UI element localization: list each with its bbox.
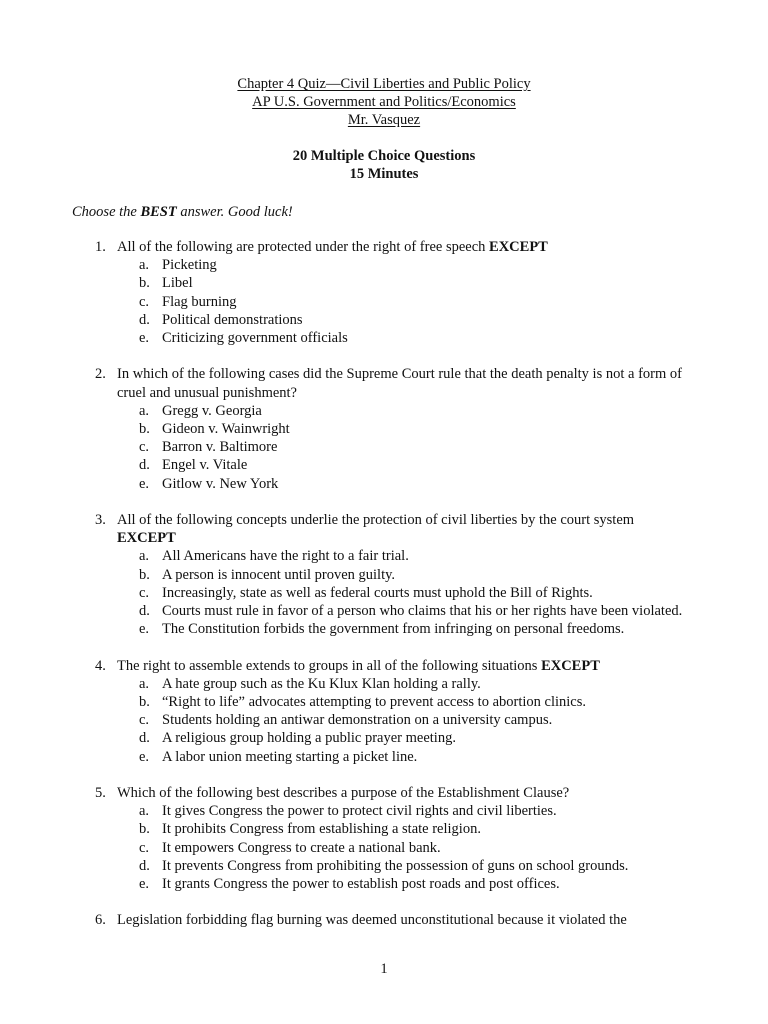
answer-option xyxy=(139,875,692,893)
answer-option xyxy=(139,547,692,565)
answer-option xyxy=(139,839,692,857)
question-prompt: All of the following concepts underlie the protection of civil liberties by the court system xyxy=(117,512,635,529)
answer-option xyxy=(139,420,692,438)
option-text: Students holding an antiwar demonstration on a university campus. xyxy=(162,712,553,729)
option-letter: c. xyxy=(139,712,150,729)
question-prompt: The right to assemble extends to groups in all of the following situations xyxy=(117,657,542,674)
answer-option xyxy=(139,475,692,493)
option-text: It gives Congress the power to protect civil rights and civil liberties. xyxy=(162,803,557,820)
option-letter: b. xyxy=(139,694,150,711)
answer-option xyxy=(139,729,692,747)
question-text xyxy=(117,238,692,256)
question-number: 3. xyxy=(95,512,106,529)
option-letter: b. xyxy=(139,821,150,838)
instructions-after: answer. Good luck! xyxy=(176,204,293,220)
question-item xyxy=(0,238,768,347)
question-item xyxy=(0,784,768,893)
question-number: 6. xyxy=(95,912,106,929)
option-text: A religious group holding a public prayer meeting. xyxy=(162,730,456,747)
question-emphasis: EXCEPT xyxy=(117,530,176,547)
instructions-emphasis: BEST xyxy=(140,204,177,220)
option-letter: b. xyxy=(139,421,150,438)
option-letter: d. xyxy=(139,730,150,747)
answer-option xyxy=(139,602,692,620)
quiz-title: Chapter 4 Quiz—Civil Liberties and Public Policy xyxy=(237,76,531,92)
question-number: 2. xyxy=(95,366,106,383)
question-emphasis: EXCEPT xyxy=(489,239,548,255)
option-text: It prevents Congress from prohibiting the possession of guns on school grounds. xyxy=(162,857,629,874)
answer-option xyxy=(139,748,692,766)
question-list xyxy=(0,238,768,948)
answer-options xyxy=(0,402,768,493)
answer-option xyxy=(139,293,692,311)
answer-option xyxy=(139,456,692,474)
course-name: AP U.S. Government and Politics/Economics xyxy=(252,94,516,111)
answer-option xyxy=(139,711,692,729)
answer-option xyxy=(139,402,692,420)
option-text: Increasingly, state as well as federal courts must uphold the Bill of Rights. xyxy=(162,584,593,601)
option-letter: e. xyxy=(139,621,150,638)
option-letter: a. xyxy=(139,257,150,274)
option-letter: a. xyxy=(139,548,150,565)
option-text: The Constitution forbids the government from infringing on personal freedoms. xyxy=(162,621,625,638)
question-prompt: In which of the following cases did the Supreme Court rule that the death penalty is not a form of cruel and unusual punishment? xyxy=(117,366,682,401)
quiz-summary xyxy=(0,147,768,183)
answer-option xyxy=(139,693,692,711)
answer-option xyxy=(139,857,692,875)
question-prompt: Which of the following best describes a purpose of the Establishment Clause? xyxy=(117,785,570,802)
answer-options xyxy=(0,256,768,347)
question-count: 20 Multiple Choice Questions xyxy=(292,148,476,164)
option-text: “Right to life” advocates attempting to prevent access to abortion clinics. xyxy=(162,694,586,711)
option-text: Engel v. Vitale xyxy=(162,457,248,474)
question-emphasis: EXCEPT xyxy=(541,657,600,674)
answer-option xyxy=(139,274,692,292)
option-text: Picketing xyxy=(162,257,217,274)
question-text xyxy=(117,511,692,547)
option-letter: e. xyxy=(139,748,150,765)
question-prompt: All of the following are protected under the right of free speech xyxy=(117,239,490,255)
answer-option xyxy=(139,566,692,584)
option-text: Gregg v. Georgia xyxy=(162,402,262,419)
option-text: Libel xyxy=(162,275,193,292)
option-letter: d. xyxy=(139,603,150,620)
page-number: 1 xyxy=(380,961,388,977)
answer-option xyxy=(139,438,692,456)
option-letter: e. xyxy=(139,876,150,893)
option-letter: d. xyxy=(139,857,150,874)
option-text: It empowers Congress to create a national bank. xyxy=(162,839,441,856)
instructions xyxy=(72,203,293,221)
quiz-header xyxy=(0,75,768,130)
option-text: Gideon v. Wainwright xyxy=(162,421,290,438)
question-number: 4. xyxy=(95,657,106,674)
answer-option xyxy=(139,256,692,274)
option-letter: d. xyxy=(139,311,150,328)
answer-option xyxy=(139,675,692,693)
instructions-before: Choose the xyxy=(72,204,141,220)
option-text: Barron v. Baltimore xyxy=(162,439,278,456)
option-letter: a. xyxy=(139,675,150,692)
question-text xyxy=(117,784,692,802)
answer-options xyxy=(0,547,768,638)
option-text: Courts must rule in favor of a person who claims that his or her rights have been violated. xyxy=(162,603,683,620)
option-text: Political demonstrations xyxy=(162,311,303,328)
question-item xyxy=(0,365,768,492)
question-item xyxy=(0,511,768,638)
answer-option xyxy=(139,620,692,638)
option-letter: c. xyxy=(139,439,150,456)
question-item xyxy=(0,911,768,929)
answer-option xyxy=(139,329,692,347)
answer-options xyxy=(0,802,768,893)
option-text: A labor union meeting starting a picket line. xyxy=(162,748,418,765)
option-letter: d. xyxy=(139,457,150,474)
answer-option xyxy=(139,820,692,838)
option-letter: c. xyxy=(139,293,150,310)
question-number: 1. xyxy=(95,239,106,255)
time-limit: 15 Minutes xyxy=(349,166,419,183)
question-item xyxy=(0,657,768,766)
option-text: It prohibits Congress from establishing a state religion. xyxy=(162,821,481,838)
teacher-name: Mr. Vasquez xyxy=(347,112,421,129)
option-letter: e. xyxy=(139,475,150,492)
option-letter: c. xyxy=(139,839,150,856)
option-text: A hate group such as the Ku Klux Klan holding a rally. xyxy=(162,675,481,692)
answer-option xyxy=(139,802,692,820)
option-letter: a. xyxy=(139,402,150,419)
option-letter: e. xyxy=(139,330,150,347)
answer-option xyxy=(139,584,692,602)
option-letter: b. xyxy=(139,566,150,583)
option-letter: c. xyxy=(139,584,150,601)
question-text xyxy=(117,657,692,675)
option-text: Gitlow v. New York xyxy=(162,475,279,492)
option-text: All Americans have the right to a fair trial. xyxy=(162,548,409,565)
question-text xyxy=(117,911,692,929)
question-text xyxy=(117,365,692,401)
option-text: It grants Congress the power to establish post roads and post offices. xyxy=(162,876,560,893)
question-prompt: Legislation forbidding flag burning was deemed unconstitutional because it violated the xyxy=(117,912,627,929)
answer-options xyxy=(0,675,768,766)
question-number: 5. xyxy=(95,785,106,802)
option-text: Criticizing government officials xyxy=(162,330,348,347)
option-letter: b. xyxy=(139,275,150,292)
option-text: Flag burning xyxy=(162,293,237,310)
option-letter: a. xyxy=(139,803,150,820)
answer-option xyxy=(139,311,692,329)
option-text: A person is innocent until proven guilty. xyxy=(162,566,396,583)
